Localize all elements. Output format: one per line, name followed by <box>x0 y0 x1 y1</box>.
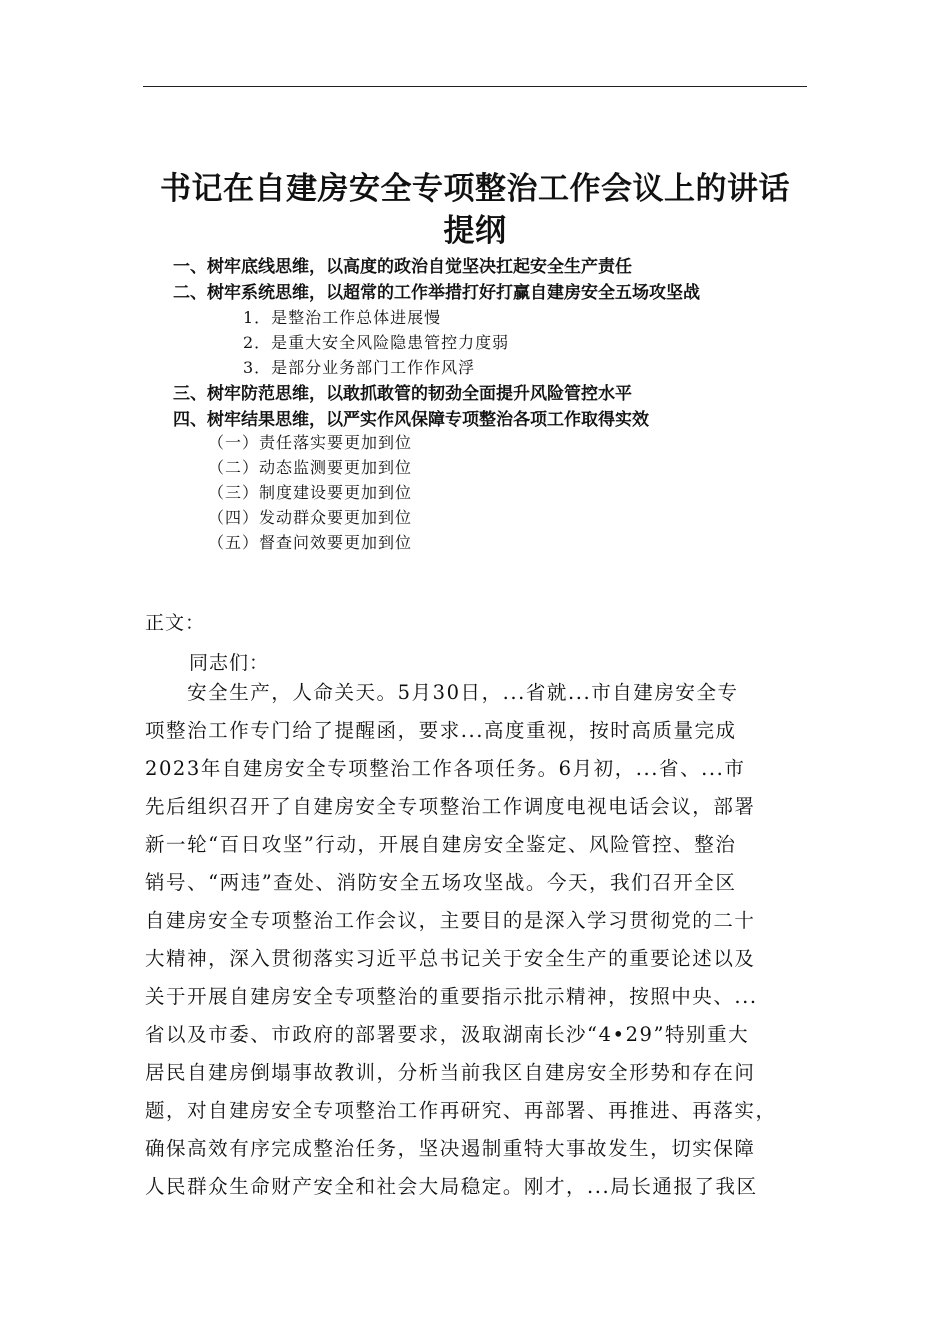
body-line: 题，对自建房安全专项整治工作再研究、再部署、再推进、再落实， <box>145 1099 777 1122</box>
outline-item: 一、树牢底线思维，以高度的政治自觉坚决扛起安全生产责任 <box>173 257 632 277</box>
outline-subitem: （二）动态监测要更加到位 <box>208 458 413 477</box>
outline-subitem: （一）责任落实要更加到位 <box>208 433 413 452</box>
outline-subitem: 1．是整治工作总体进展慢 <box>243 308 442 327</box>
body-line: 2023年自建房安全专项整治工作各项任务。6月初，...省、...市 <box>145 757 746 780</box>
title-line-2: 提纲 <box>443 213 507 249</box>
body-line: 安全生产，人命关天。5月30日，...省就...市自建房安全专 <box>145 681 739 704</box>
body-label: 正文： <box>145 612 206 634</box>
outline-subitem: 3．是部分业务部门工作作风浮 <box>243 358 476 377</box>
body-line: 自建房安全专项整治工作会议，主要目的是深入学习贯彻党的二十 <box>145 909 756 932</box>
outline-subitem: （四）发动群众要更加到位 <box>208 508 413 527</box>
body-line: 新一轮“百日攻坚”行动，开展自建房安全鉴定、风险管控、整治 <box>145 833 737 856</box>
body-line: 省以及市委、市政府的部署要求，汲取湖南长沙“4•29”特别重大 <box>145 1023 750 1046</box>
body-line: 项整治工作专门给了提醒函，要求...高度重视，按时高质量完成 <box>145 719 737 742</box>
body-line: 居民自建房倒塌事故教训，分析当前我区自建房安全形势和存在问 <box>145 1061 756 1084</box>
body-line: 人民群众生命财产安全和社会大局稳定。刚才，...局长通报了我区 <box>145 1175 758 1198</box>
outline-item: 三、树牢防范思维，以敢抓敢管的韧劲全面提升风险管控水平 <box>173 384 632 404</box>
outline-subitem: 2．是重大安全风险隐患管控力度弱 <box>243 333 510 352</box>
body-line: 销号、“两违”查处、消防安全五场攻坚战。今天，我们召开全区 <box>145 871 737 894</box>
header-rule <box>143 86 807 87</box>
body-line: 确保高效有序完成整治任务，坚决遏制重特大事故发生，切实保障 <box>145 1137 756 1160</box>
title-line-1: 书记在自建房安全专项整治工作会议上的讲话 <box>160 171 790 207</box>
outline-subitem: （三）制度建设要更加到位 <box>208 483 413 502</box>
body-line: 先后组织召开了自建房安全专项整治工作调度电视电话会议，部署 <box>145 795 756 818</box>
outline-item: 四、树牢结果思维，以严实作风保障专项整治各项工作取得实效 <box>173 410 649 430</box>
body-line: 关于开展自建房安全专项整治的重要指示批示精神，按照中央、... <box>145 985 758 1008</box>
body-line: 大精神，深入贯彻落实习近平总书记关于安全生产的重要论述以及 <box>145 947 756 970</box>
document-title <box>143 168 807 252</box>
outline-item: 二、树牢系统思维，以超常的工作举措打好打赢自建房安全五场攻坚战 <box>173 283 700 303</box>
outline-subitem: （五）督查问效要更加到位 <box>208 533 413 552</box>
greeting: 同志们： <box>189 652 270 674</box>
